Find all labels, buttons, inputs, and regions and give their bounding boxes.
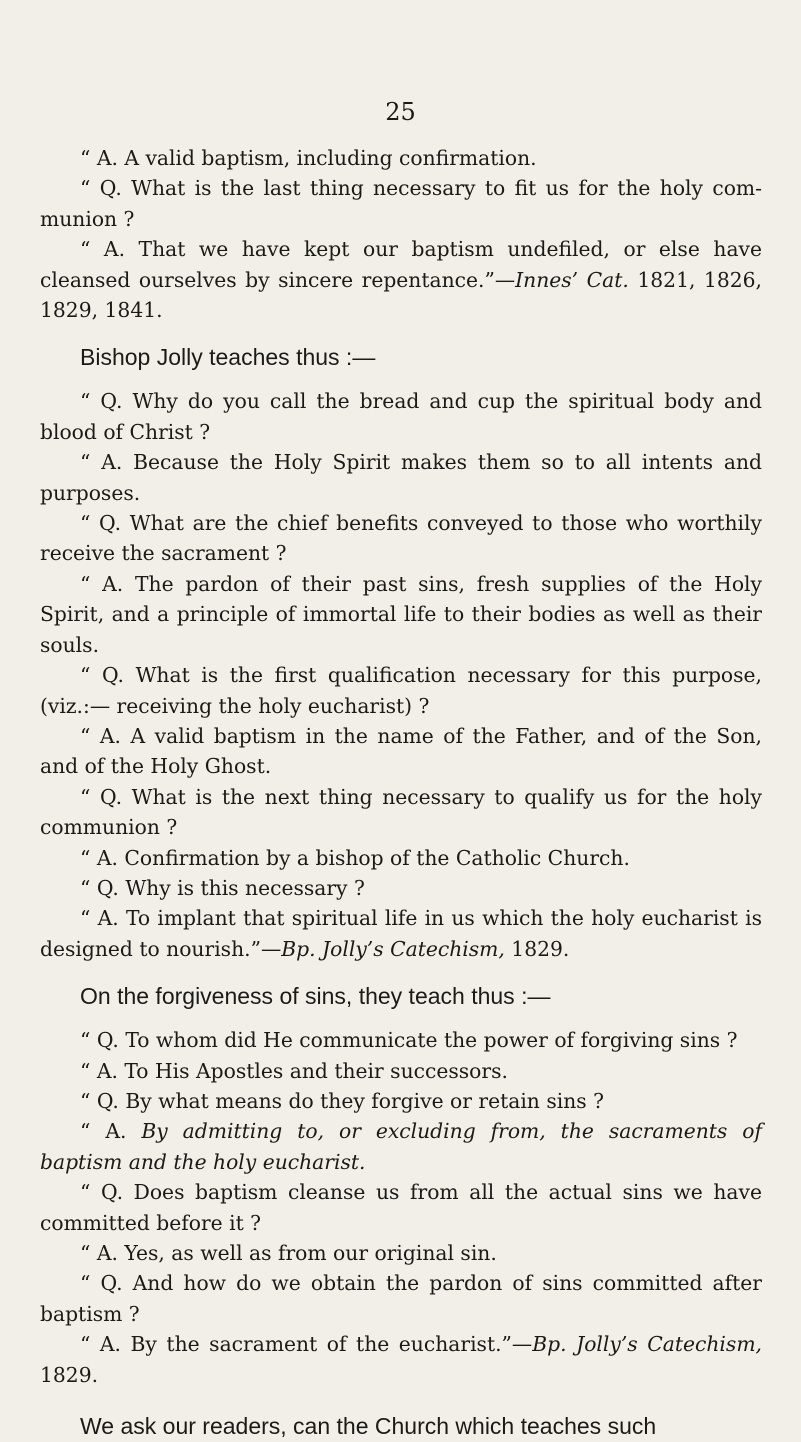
catechism-question: “ Q. Why do you call the bread and cup the spiritual body and blood of Christ ? — [40, 389, 762, 444]
catechism-answer: “ A. By admitting to, or excluding from, the sacraments of baptism and the holy eucharist. — [40, 1119, 763, 1174]
page-number: 25 — [385, 98, 416, 126]
closing-line: We ask our readers, can the Church which teaches such — [80, 1413, 657, 1440]
catechism-answer: “ A. To His Apostles and their successors. — [80, 1058, 508, 1083]
catechism-answer: “ A. By the sacrament of the eucharist.”—Bp. Jolly’s Catechism, 1829. — [40, 1332, 763, 1387]
section-heading: Bishop Jolly teaches thus :— — [80, 344, 376, 371]
catechism-answer: “ A. A valid baptism, including confirmation. — [80, 146, 537, 170]
catechism-question: “ Q. What is the last thing necessary to fit us for the holy communion ? — [40, 176, 762, 231]
citation: Innes’ Cat. — [515, 267, 629, 292]
catechism-question: “ Q. And how do we obtain the pardon of sins committed after baptism ? — [40, 1271, 762, 1326]
catechism-answer: “ A. Confirmation by a bishop of the Catholic Church. — [80, 845, 630, 870]
catechism-question: “ Q. By what means do they forgive or retain sins ? — [80, 1088, 605, 1113]
catechism-question: “ Q. What is the first qualification necessary for this purpose, (viz.:— receiving the holy eucharist) ? — [40, 663, 762, 718]
catechism-question: “ Q. What is the next thing necessary to qualify us for the holy communion ? — [40, 784, 762, 840]
catechism-question: “ Q. Why is this necessary ? — [80, 875, 365, 900]
catechism-question: “ Q. To whom did He communicate the power of forgiving sins ? — [80, 1028, 738, 1053]
catechism-answer: “ A. Yes, as well as from our original sin. — [80, 1241, 497, 1265]
section-heading: On the forgiveness of sins, they teach thus :— — [80, 983, 551, 1010]
catechism-answer: “ A. The pardon of their past sins, fresh supplies of the Holy Spirit, and a principle of immortal life to their bodies as well as their souls. — [40, 571, 762, 657]
catechism-answer: “ A. To implant that spiritual life in us which the holy eucharist is designed to nourish.”—Bp. Jolly’s Catechism, 1829. — [40, 906, 762, 961]
page-body — [40, 143, 762, 1442]
citation: Bp. Jolly’s Catechism, — [532, 1332, 763, 1357]
catechism-question: “ Q. What are the chief benefits conveyed to those who worthily receive the sacrament ? — [40, 511, 762, 566]
catechism-answer: “ A. That we have kept our baptism undefiled, or else have cleansed ourselves by sincere repentance.”—Innes’ Cat. 1821, 1826, 1829, 1841. — [40, 237, 762, 323]
catechism-answer: “ A. A valid baptism in the name of the Father, and of the Son, and of the Holy Ghost. — [40, 723, 762, 779]
citation: Bp. Jolly’s Catechism, — [281, 936, 505, 961]
catechism-question: “ Q. Does baptism cleanse us from all the actual sins we have committed before it ? — [40, 1180, 762, 1235]
catechism-answer: “ A. Because the Holy Spirit makes them so to all intents and purposes. — [40, 450, 762, 505]
italic-answer: By admitting to, or excluding from, the sacraments of baptism and the holy eucharist. — [40, 1119, 763, 1174]
